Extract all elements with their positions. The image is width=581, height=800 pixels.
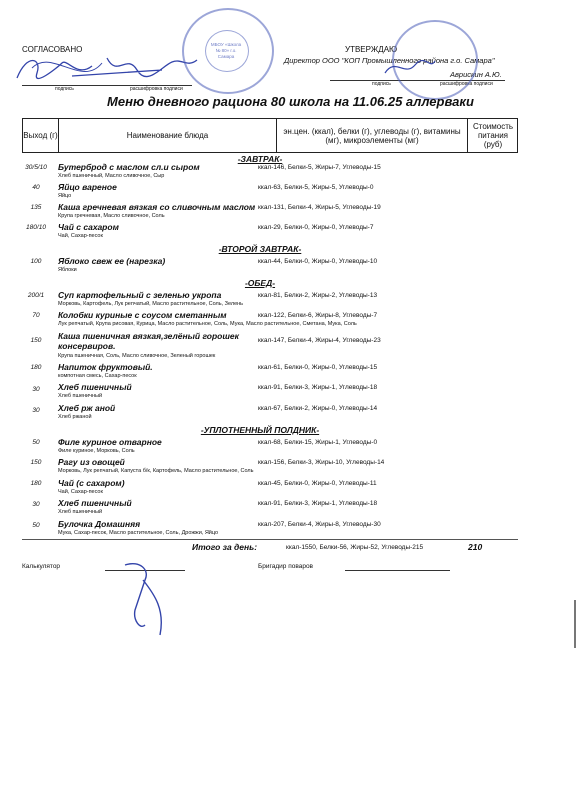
item-ingredients: Филе куриное, Морковь, Соль xyxy=(58,448,135,454)
item-name: Булочка Домашняя xyxy=(58,519,141,529)
item-weight: 30 xyxy=(32,407,40,414)
item-nutrition: ккал-45, Белки-0, Жиры-0, Углеводы-11 xyxy=(258,480,377,487)
item-name: Хлеб рж аной xyxy=(58,403,116,413)
item-name: Хлеб пшеничный xyxy=(58,498,132,508)
signature-left-image xyxy=(12,48,202,88)
section-title: -ОБЕД- xyxy=(244,278,276,288)
item-weight: 30/5/10 xyxy=(25,164,47,171)
item-weight: 30 xyxy=(32,386,40,393)
item-ingredients: Морковь, Лук репчатый, Капуста б/к, Картофель, Масло растительное, Соль xyxy=(58,468,254,474)
item-ingredients: Хлеб ржаной xyxy=(58,414,92,420)
director-position: Директор ООО "КОП Промышленного района г.о. Самара" xyxy=(284,56,495,65)
item-ingredients: Крупа гречневая, Масло сливочное, Соль xyxy=(58,213,165,219)
item-weight: 50 xyxy=(32,522,40,529)
caption-sign-right: подпись xyxy=(372,81,391,87)
item-nutrition: ккал-156, Белки-3, Жиры-10, Углеводы-14 xyxy=(258,459,385,466)
col-name-header: Наименование блюда xyxy=(59,119,277,152)
item-nutrition: ккал-44, Белки-0, Жиры-0, Углеводы-10 xyxy=(258,258,378,265)
col-weight-header: Выход (г) xyxy=(23,119,59,152)
section-title: -ЗАВТРАК- xyxy=(237,154,283,164)
item-nutrition: ккал-67, Белки-2, Жиры-0, Углеводы-14 xyxy=(258,405,378,412)
total-nutrition: ккал-1550, Белки-56, Жиры-52, Углеводы-215 xyxy=(286,544,424,551)
item-name: Хлеб пшеничный xyxy=(58,382,132,392)
table-header xyxy=(22,118,518,153)
caption-sign-left: подпись xyxy=(55,86,74,92)
item-ingredients: Хлеб пшеничный, Масло сливочное, Сыр xyxy=(58,173,165,179)
item-weight: 150 xyxy=(30,337,42,344)
col-nutrition-header: эн.цен. (ккал), белки (г), углеводы (г), витамины (мг), микроэлементы (мг) xyxy=(277,119,468,152)
section-title: -УПЛОТНЕННЫЙ ПОЛДНИК- xyxy=(200,425,320,435)
item-weight: 135 xyxy=(30,204,42,211)
item-name: Яблоко свеж ее (нарезка) xyxy=(58,256,166,266)
item-weight: 180 xyxy=(30,364,42,371)
item-weight: 40 xyxy=(32,184,40,191)
item-ingredients: Хлеб пшеничный xyxy=(58,509,103,515)
item-name: Напиток фруктовый. xyxy=(58,362,153,372)
stamp-left-text: МБОУ «Школа № 80» г.о. Самара xyxy=(210,42,242,59)
item-nutrition: ккал-207, Белки-4, Жиры-8, Углеводы-30 xyxy=(258,521,381,528)
caption-decode-left: расшифровка подписи xyxy=(130,86,183,92)
item-weight: 50 xyxy=(32,439,40,446)
item-ingredients: Лук репчатый, Крупа рисовая, Курица, Масло растительное, Соль, Мука, Масло растительное, Сметана, Мука, Соль xyxy=(58,321,357,327)
item-name: Каша гречневая вязкая со сливочным маслом xyxy=(58,202,256,212)
item-ingredients: Мука, Сахар-песок, Масло растительное, Соль, Дрожжи, Яйцо xyxy=(58,530,219,536)
item-nutrition: ккал-61, Белки-0, Жиры-0, Углеводы-15 xyxy=(258,364,378,371)
item-nutrition: ккал-91, Белки-3, Жиры-1, Углеводы-18 xyxy=(258,384,378,391)
item-ingredients: Хлеб пшеничный xyxy=(58,393,103,399)
page-title: Меню дневного рациона 80 школа на 11.06.25 аллерваки xyxy=(107,94,474,109)
signature-right-image xyxy=(380,55,440,80)
item-weight: 200/1 xyxy=(27,292,45,299)
approved-right-label: УТВЕРЖДАЮ xyxy=(345,45,398,54)
total-divider xyxy=(22,539,518,540)
item-name: Чай с сахаром xyxy=(58,222,119,232)
total-label: Итого за день: xyxy=(192,542,258,552)
item-nutrition: ккал-68, Белки-15, Жиры-1, Углеводы-0 xyxy=(258,439,378,446)
item-nutrition: ккал-81, Белки-2, Жиры-2, Углеводы-13 xyxy=(258,292,378,299)
item-weight: 100 xyxy=(30,258,42,265)
item-ingredients: Яблоки xyxy=(58,267,77,273)
item-ingredients: Чай, Сахар-песок xyxy=(58,233,103,239)
item-name: Чай (с сахаром) xyxy=(58,478,125,488)
calculator-signature-image xyxy=(105,555,185,650)
item-name: Рагу из овощей xyxy=(58,457,125,467)
total-cost: 210 xyxy=(468,542,483,552)
item-nutrition: ккал-63, Белки-5, Жиры-5, Углеводы-0 xyxy=(258,184,374,191)
item-name: Каша пшеничная вязкая,зелёный горошек консервиров. xyxy=(58,331,239,351)
item-weight: 180 xyxy=(30,480,42,487)
item-name: Филе куриное отварное xyxy=(58,437,162,447)
section-title: -ВТОРОЙ ЗАВТРАК- xyxy=(218,244,302,254)
item-nutrition: ккал-29, Белки-0, Жиры-0, Углеводы-7 xyxy=(258,224,374,231)
item-nutrition: ккал-131, Белки-4, Жиры-5, Углеводы-19 xyxy=(258,204,381,211)
item-name: Бутерброд с маслом сл.и сыром xyxy=(58,162,200,172)
item-name: Колобки куриные с соусом сметанным xyxy=(58,310,227,320)
item-ingredients: Крупа пшеничная, Соль, Масло сливочное, Зеленый горошек xyxy=(58,353,216,359)
item-nutrition: ккал-91, Белки-3, Жиры-1, Углеводы-18 xyxy=(258,500,378,507)
director-name: Аврискин А.Ю. xyxy=(450,70,502,79)
chef-label: Бригадир поваров xyxy=(258,563,314,570)
approved-left-label: СОГЛАСОВАНО xyxy=(22,45,83,54)
item-name: Суп картофельный с зеленью укропа xyxy=(58,290,222,300)
item-ingredients: Яйцо xyxy=(58,193,72,199)
item-weight: 180/10 xyxy=(26,224,46,231)
item-nutrition: ккал-122, Белки-6, Жиры-8, Углеводы-7 xyxy=(258,312,378,319)
col-cost-header: Стоимость питания (руб) xyxy=(472,122,514,149)
chef-signature-line xyxy=(345,570,450,571)
caption-decode-right: расшифровка подписи xyxy=(440,81,493,87)
item-weight: 70 xyxy=(32,312,40,319)
item-ingredients: Морковь, Картофель, Лук репчатый, Масло растительное, Соль, Зелень xyxy=(58,301,244,307)
item-weight: 150 xyxy=(30,459,42,466)
item-name: Яйцо вареное xyxy=(58,182,117,192)
item-ingredients: компотная смесь, Сахар-песок xyxy=(58,373,137,379)
calculator-label: Калькулятор xyxy=(22,563,61,570)
item-ingredients: Чай, Сахар-песок xyxy=(58,489,103,495)
item-nutrition: ккал-147, Белки-4, Жиры-4, Углеводы-23 xyxy=(258,337,381,344)
item-nutrition: ккал-146, Белки-5, Жиры-7, Углеводы-15 xyxy=(258,164,381,171)
item-weight: 30 xyxy=(32,501,40,508)
scan-edge-mark xyxy=(574,600,576,648)
